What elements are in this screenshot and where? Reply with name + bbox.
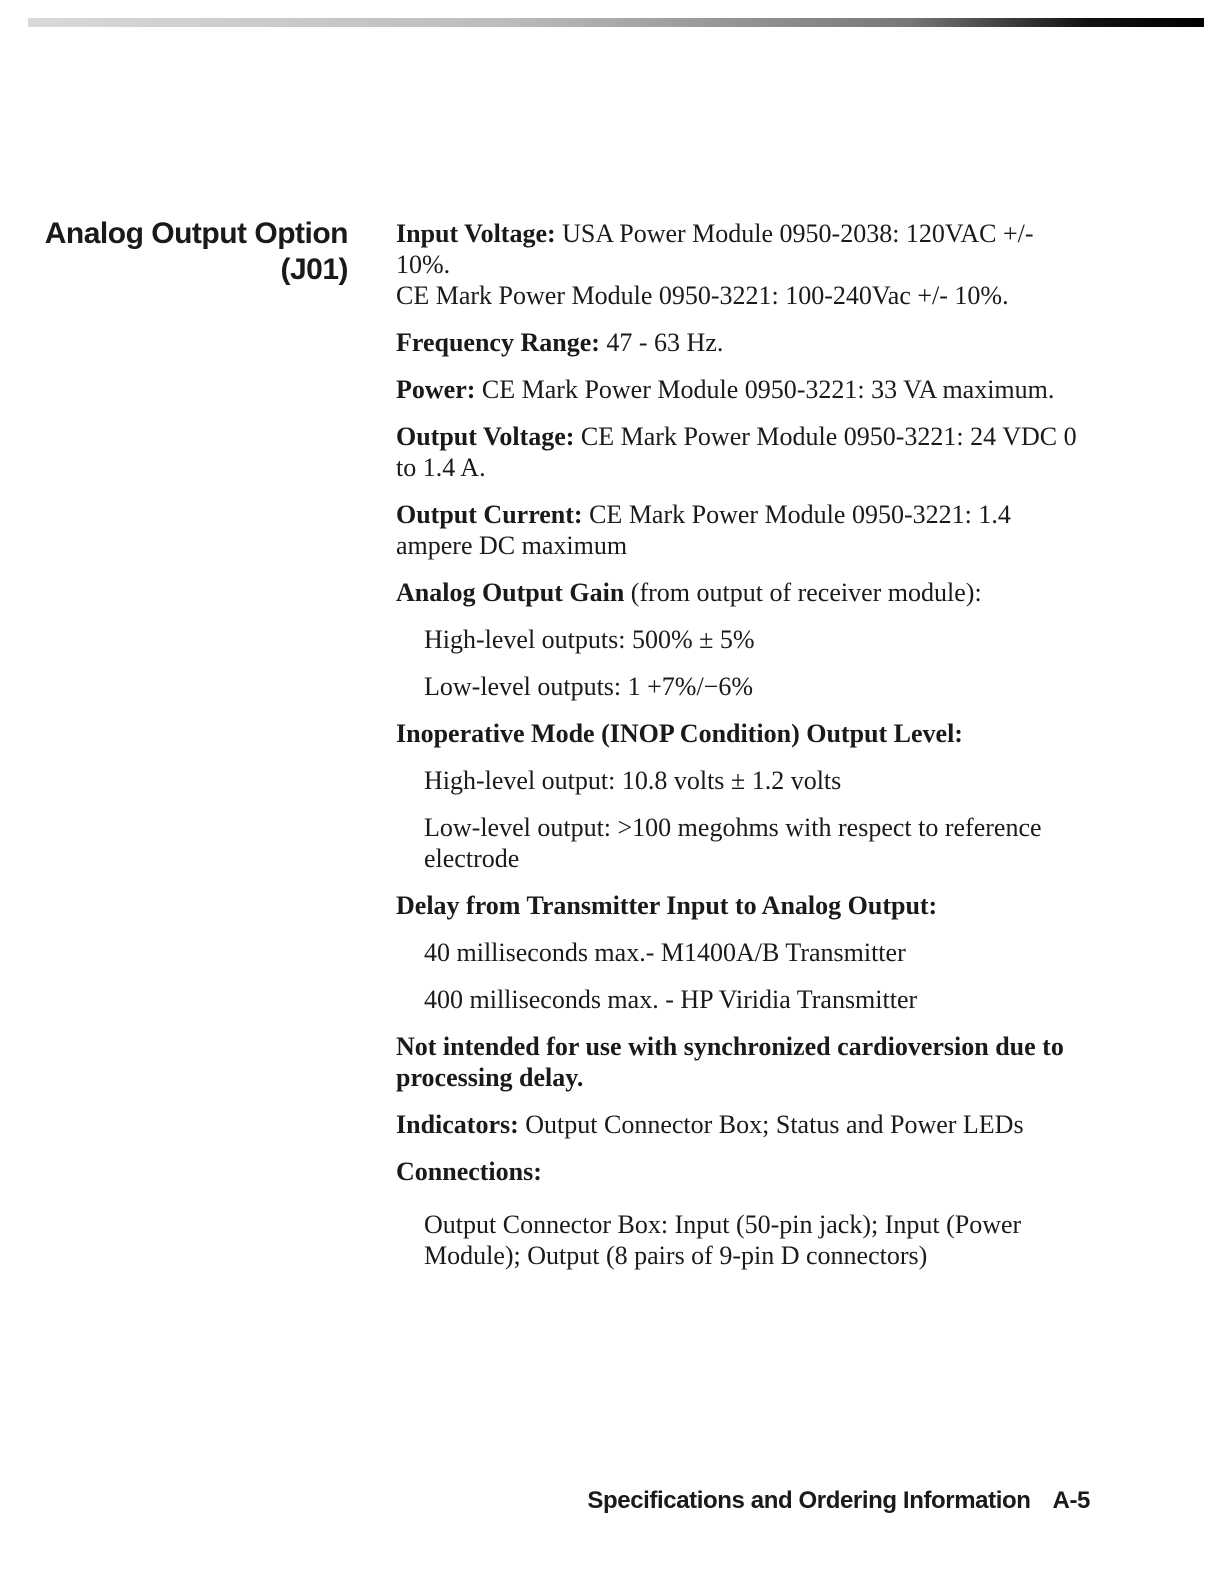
spec-connections — [396, 1156, 1086, 1187]
warning-notice: Not intended for use with synchronized cardioversion due to processing delay. — [396, 1032, 1064, 1092]
spec-sub-item: Low-level output: >100 megohms with respect to reference electrode — [424, 813, 1042, 873]
spec-sub-item: High-level outputs: 500% ± 5% — [424, 625, 755, 654]
spec-label: Connections: — [396, 1157, 542, 1186]
spec-value: CE Mark Power Module 0950-3221: 24 VDC 0 to 1.4 A. — [396, 422, 1077, 482]
spec-label: Input Voltage: — [396, 219, 556, 248]
section-heading-title: Analog Output Option — [44, 217, 348, 250]
spec-label: Inoperative Mode (INOP Condition) Output Level: — [396, 719, 963, 748]
spec-output-current — [396, 499, 1086, 561]
spec-sub-item: Low-level outputs: 1 +7%/−6% — [424, 672, 753, 701]
spec-label: Indicators: — [396, 1110, 519, 1139]
spec-label: Analog Output Gain — [396, 578, 625, 607]
spec-value: CE Mark Power Module 0950-3221: 1.4 ampere DC maximum — [396, 500, 1011, 560]
spec-value: CE Mark Power Module 0950-3221: 100-240Vac +/- 10%. — [396, 281, 1009, 310]
spec-value: CE Mark Power Module 0950-3221: 33 VA maximum. — [475, 375, 1055, 404]
spec-value: (from output of receiver module): — [624, 578, 982, 607]
spec-analog-output-gain — [396, 577, 1086, 608]
spec-sub-item: Output Connector Box: Input (50-pin jack); Input (Power Module); Output (8 pairs of 9-pin D connectors) — [424, 1210, 1022, 1270]
spec-value: USA Power Module 0950-2038: 120VAC +/- 10%. — [396, 219, 1034, 279]
spec-label: Power: — [396, 375, 476, 404]
section-heading — [30, 216, 348, 288]
spec-indicators — [396, 1109, 1086, 1140]
spec-value: Output Connector Box; Status and Power LEDs — [518, 1110, 1024, 1139]
footer-title: Specifications and Ordering Information — [587, 1487, 1031, 1514]
spec-input-voltage — [396, 218, 1086, 311]
spec-power — [396, 374, 1086, 405]
spec-content — [396, 218, 1086, 1287]
spec-label: Output Voltage: — [396, 422, 575, 451]
spec-value: 47 - 63 Hz. — [599, 328, 724, 357]
spec-label: Delay from Transmitter Input to Analog Output: — [396, 891, 938, 920]
spec-output-voltage — [396, 421, 1086, 483]
spec-sub-item: High-level output: 10.8 volts ± 1.2 volts — [424, 766, 842, 795]
section-heading-code: (J01) — [280, 253, 348, 286]
page-number: A-5 — [1052, 1487, 1090, 1514]
page-footer — [587, 1486, 1090, 1516]
spec-sub-item: 400 milliseconds max. - HP Viridia Transmitter — [424, 985, 918, 1014]
spec-sub-item: 40 milliseconds max.- M1400A/B Transmitter — [424, 938, 906, 967]
spec-label: Frequency Range: — [396, 328, 600, 357]
top-rule — [28, 18, 1204, 27]
spec-delay — [396, 890, 1086, 921]
spec-frequency-range — [396, 327, 1086, 358]
spec-label: Output Current: — [396, 500, 583, 529]
spec-inop-output-level — [396, 718, 1086, 749]
